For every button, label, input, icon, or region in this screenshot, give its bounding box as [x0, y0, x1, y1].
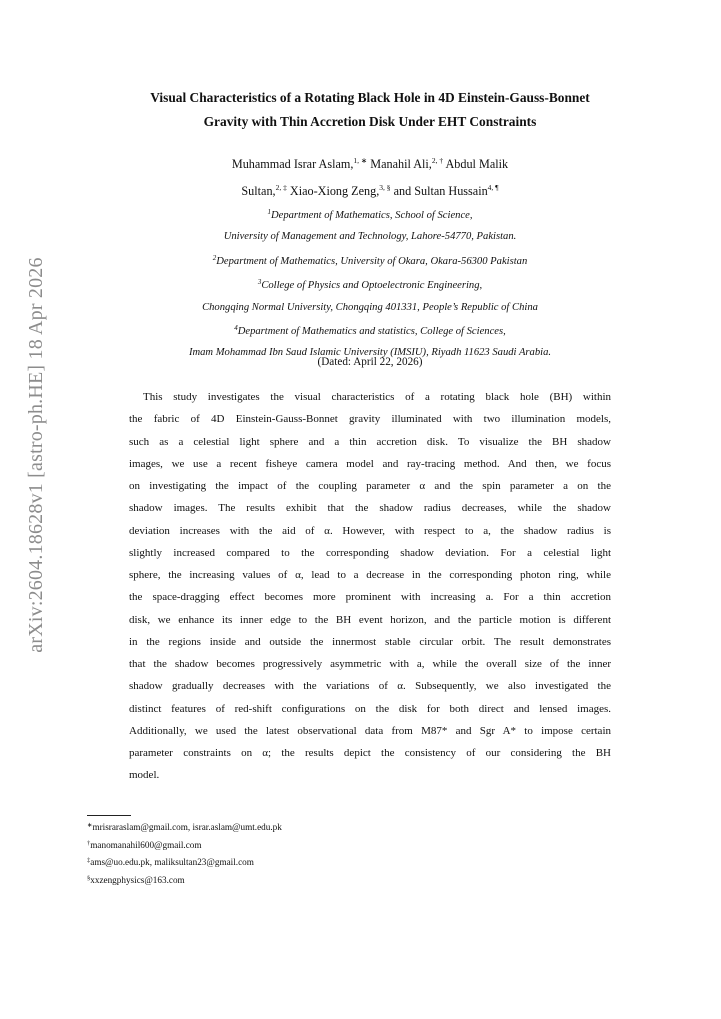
affiliation-mark: 2	[212, 253, 217, 262]
affiliation-text: Imam Mohammad Ibn Saud Islamic University (IMSIU), Riyadh 11623 Saudi Arabia.	[188, 347, 552, 359]
affiliation-text: Chongqing Normal University, Chongqing 401331, People’s Republic of China	[202, 301, 538, 313]
author-mark: 1, ∗	[353, 156, 368, 165]
author-mark: 4, ¶	[487, 183, 499, 192]
affiliation-text: Department of Mathematics and statistics, College of Sciences,	[237, 326, 506, 338]
footnote-text[interactable]: manomanahil600@gmail.com	[90, 839, 202, 850]
author-mark: 2, ‡	[275, 183, 287, 192]
affiliation-text: University of Management and Technology, Lahore-54770, Pakistan.	[223, 231, 517, 243]
footnote	[87, 836, 487, 854]
affiliation-line	[100, 202, 640, 226]
author-line-2	[130, 176, 610, 203]
footnote	[87, 853, 487, 871]
footnote-text[interactable]: ams@uo.edu.pk, maliksultan23@gmail.com	[90, 857, 254, 868]
affiliation-line	[100, 226, 640, 247]
affiliation-line	[100, 318, 640, 342]
abstract-line: Additionally, we used the latest observational data from M87* and Sgr A* to impose certain	[129, 724, 611, 737]
author-name: Muhammad Israr Aslam,	[231, 157, 354, 171]
author-line-1	[130, 149, 610, 176]
abstract-line: This study investigates the visual characteristics of a rotating black hole (BH) within	[143, 391, 611, 403]
author-name: Abdul Malik	[445, 157, 509, 171]
abstract-line: on investigating the impact of the coupling parameter α and the spin parameter a on the	[129, 480, 611, 492]
abstract-line: the space-dragging effect becomes more prominent with increasing a. For a thin accretion	[129, 591, 611, 604]
footnote-mark: †	[87, 839, 91, 847]
abstract-line: the fabric of 4D Einstein-Gauss-Bonnet gravity illuminated with two illumination models,	[129, 413, 611, 426]
author-name: Sultan,	[241, 184, 276, 198]
footnote-text[interactable]: mrisraraslam@gmail.com, israr.aslam@umt.edu.pk	[92, 822, 282, 832]
abstract-line: in the regions inside and outside the innermost stable circular orbit. The result demonstrates	[129, 635, 611, 648]
author-name: Xiao-Xiong Zeng,	[289, 184, 380, 198]
dated-line: (Dated: April 22, 2026)	[317, 356, 423, 368]
affiliation-line	[100, 272, 640, 296]
affiliation-list	[100, 202, 640, 364]
affiliation-mark: 4	[234, 324, 238, 333]
title-line-2: Gravity with Thin Accretion Disk Under EHT Constraints	[203, 114, 537, 129]
abstract-line: such as a celestial light sphere and a thin accretion disk. To visualize the BH shadow	[129, 435, 611, 448]
footnote-mark: §	[87, 875, 91, 883]
affiliation-line	[100, 248, 640, 272]
author-mark: 3, §	[379, 183, 391, 192]
footnote	[87, 818, 487, 836]
abstract-line: deviation increases with the aid of α. However, with respect to a, the shadow radius is	[129, 524, 611, 537]
author-name: and Sultan Hussain	[393, 184, 488, 198]
footnote	[87, 871, 487, 889]
affiliation-text: Department of Mathematics, School of Science,	[270, 210, 473, 221]
abstract	[129, 386, 611, 787]
abstract-line: disk, we enhance its inner edge to the BH event horizon, and the particle motion is different	[129, 613, 611, 626]
abstract-line: images, we use a recent fisheye camera model and ray-tracing method. And then, we focus	[129, 457, 611, 470]
author-mark: 2, †	[431, 156, 444, 165]
footnote-mark: ‡	[87, 857, 91, 865]
abstract-line: parameter constraints on α; the results depict the consistency of our considering the BH	[129, 747, 611, 759]
abstract-line: sphere, the increasing values of α, lead to a decrease in the corresponding photon ring, while	[129, 569, 611, 581]
affiliation-line	[100, 297, 640, 318]
abstract-line: shadow gradually decreases with the variations of α. Subsequently, we also investigated the	[129, 680, 611, 693]
footnote-mark: ∗	[87, 822, 93, 829]
title-line-1: Visual Characteristics of a Rotating Black Hole in 4D Einstein-Gauss-Bonnet	[150, 90, 590, 105]
affiliation-text: Department of Mathematics, University of Okara, Okara-56300 Pakistan	[216, 255, 528, 267]
footnote-list	[87, 818, 487, 889]
affiliation-mark: 3	[257, 278, 262, 287]
footnote-text[interactable]: xxzengphysics@163.com	[90, 875, 185, 886]
author-name: Manahil Ali,	[370, 157, 432, 171]
abstract-line: model.	[129, 769, 160, 782]
affiliation-text: College of Physics and Optoelectronic Engineering,	[261, 280, 483, 292]
abstract-line: that the shadow becomes progressively asymmetric with a, while the overall size of the inner	[129, 658, 611, 670]
affiliation-mark: 1	[267, 208, 271, 216]
arxiv-side-stamp: arXiv:2604.18628v1 [astro-ph.HE] 18 Apr 2026	[25, 257, 47, 653]
abstract-line: slightly increased compared to the corresponding shadow deviation. For a celestial light	[129, 546, 611, 559]
abstract-line: distinct features of red-shift configurations on the disk for both direct and lensed images.	[129, 702, 611, 715]
abstract-line: shadow images. The results exhibit that the shadow radius decreases, while the shadow	[129, 502, 611, 515]
paper-title	[80, 86, 660, 134]
author-list	[130, 149, 610, 203]
footnote-rule	[87, 815, 131, 816]
